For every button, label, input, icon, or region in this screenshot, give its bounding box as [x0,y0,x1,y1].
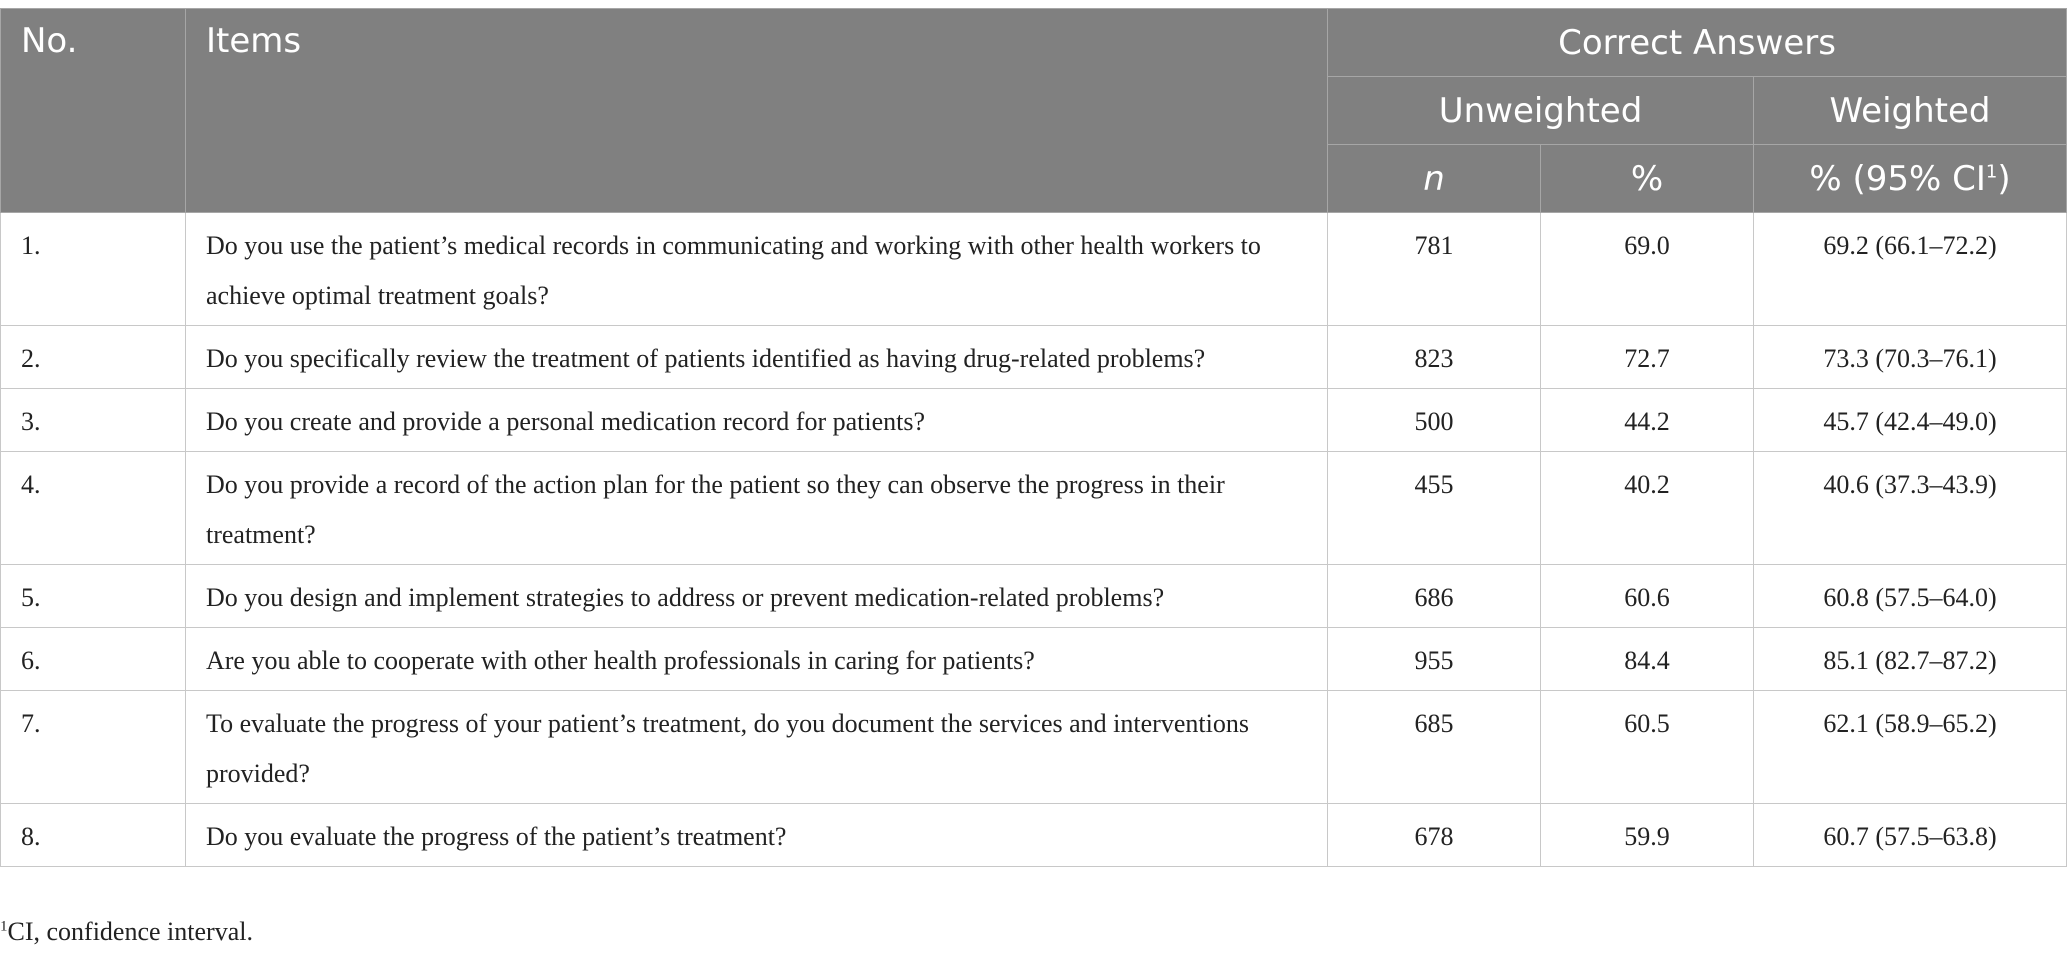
row-number: 3. [1,389,186,452]
header-weighted-percent-close: ) [1997,158,2011,199]
header-n: n [1328,145,1541,213]
row-n: 678 [1328,804,1541,867]
header-no: No. [1,9,186,213]
row-weighted: 85.1 (82.7–87.2) [1754,628,2067,691]
row-percent: 60.5 [1541,691,1754,804]
row-number: 8. [1,804,186,867]
row-item: Do you use the patient’s medical records in communicating and working with other health workers to achieve optimal treatment goals? [186,213,1328,326]
header-percent: % [1541,145,1754,213]
table-row [1,452,2067,565]
row-n: 500 [1328,389,1541,452]
row-n: 823 [1328,326,1541,389]
row-number: 1. [1,213,186,326]
row-number: 2. [1,326,186,389]
row-percent: 69.0 [1541,213,1754,326]
row-percent: 84.4 [1541,628,1754,691]
row-number: 4. [1,452,186,565]
header-unweighted: Unweighted [1328,77,1754,145]
row-number: 5. [1,565,186,628]
row-n: 781 [1328,213,1541,326]
table-row [1,804,2067,867]
header-weighted: Weighted [1754,77,2067,145]
header-items: Items [186,9,1328,213]
row-item: Do you evaluate the progress of the patient’s treatment? [186,804,1328,867]
table-body [1,213,2067,867]
row-percent: 40.2 [1541,452,1754,565]
header-ci-footnote-mark: 1 [1985,161,1998,183]
row-percent: 60.6 [1541,565,1754,628]
table-row [1,628,2067,691]
table-row [1,565,2067,628]
footnote-text: CI, confidence interval. [7,917,253,946]
row-number: 7. [1,691,186,804]
header-weighted-percent-ci [1754,145,2067,213]
row-percent: 59.9 [1541,804,1754,867]
row-weighted: 73.3 (70.3–76.1) [1754,326,2067,389]
row-item: Do you design and implement strategies to address or prevent medication-related problems? [186,565,1328,628]
row-item: Are you able to cooperate with other health professionals in caring for patients? [186,628,1328,691]
row-n: 455 [1328,452,1541,565]
row-weighted: 62.1 (58.9–65.2) [1754,691,2067,804]
row-percent: 44.2 [1541,389,1754,452]
survey-results-table [0,8,2067,867]
footnote-mark: 1 [0,918,8,935]
table-row [1,389,2067,452]
header-correct-answers: Correct Answers [1328,9,2067,77]
row-number: 6. [1,628,186,691]
row-weighted: 60.8 (57.5–64.0) [1754,565,2067,628]
row-n: 686 [1328,565,1541,628]
row-item: Do you create and provide a personal medication record for patients? [186,389,1328,452]
row-weighted: 40.6 (37.3–43.9) [1754,452,2067,565]
row-item: Do you provide a record of the action plan for the patient so they can observe the progress in their treatment? [186,452,1328,565]
row-item: Do you specifically review the treatment of patients identified as having drug-related problems? [186,326,1328,389]
row-percent: 72.7 [1541,326,1754,389]
row-weighted: 69.2 (66.1–72.2) [1754,213,2067,326]
header-weighted-percent-label: % (95% CI [1809,158,1986,199]
row-n: 685 [1328,691,1541,804]
table-row [1,213,2067,326]
row-item: To evaluate the progress of your patient’s treatment, do you document the services and interventions provided? [186,691,1328,804]
row-weighted: 60.7 (57.5–63.8) [1754,804,2067,867]
table-footnote [0,917,253,947]
table-header [1,9,2067,213]
table-row [1,691,2067,804]
row-n: 955 [1328,628,1541,691]
row-weighted: 45.7 (42.4–49.0) [1754,389,2067,452]
table-row [1,326,2067,389]
